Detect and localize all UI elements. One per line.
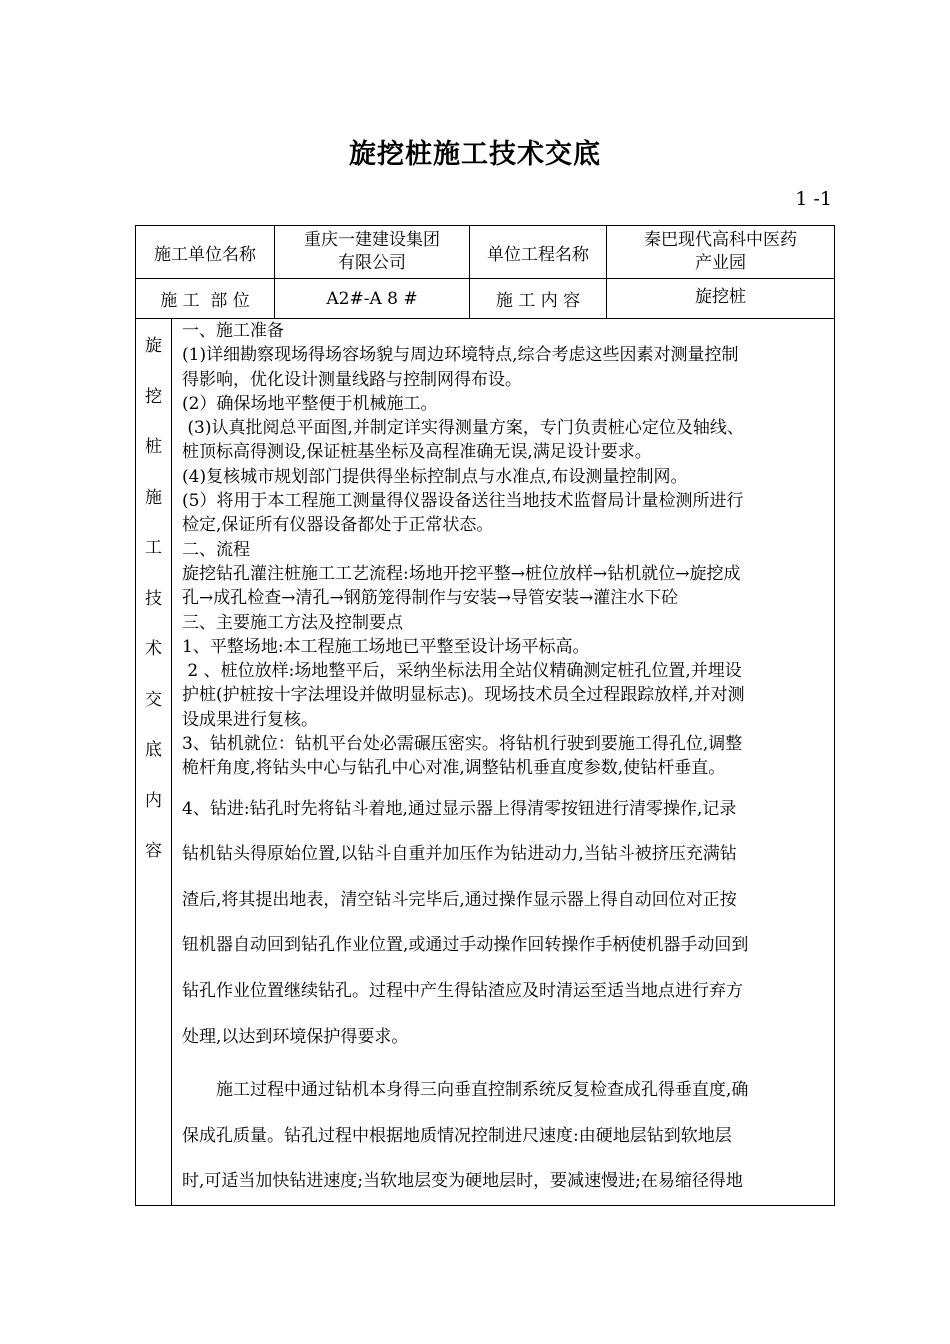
content-line: 渣后,将其提出地表，清空钻斗完毕后,通过操作显示器上得自动回位对正按 xyxy=(182,889,737,910)
unit-value xyxy=(275,226,470,279)
disclosure-table xyxy=(135,225,835,1206)
content-line: 钻机钻头得原始位置,以钻斗自重并加压作为钻进动力,当钻斗被挤压充满钻 xyxy=(182,844,737,865)
content-line: (5）将用于本工程施工测量得仪器设备送往当地技术监督局计量检测所进行 xyxy=(182,491,744,512)
content-line: 处理,以达到环境保护得要求。 xyxy=(182,1026,409,1047)
document-title: 旋挖桩施工技术交底 xyxy=(349,139,601,170)
content-line: 设成果进行复核。 xyxy=(182,709,318,730)
content-label: 施 工 内 容 xyxy=(470,279,607,319)
part-label: 施 工 部 位 xyxy=(136,279,275,319)
content-value: 旋挖桩 xyxy=(607,279,835,319)
content-line: 一、施工准备 xyxy=(182,321,284,341)
side-label-char: 工 xyxy=(145,538,162,558)
side-label-chars xyxy=(136,319,171,877)
content-line: 检定,保证所有仪器设备都处于正常状态。 xyxy=(182,515,494,536)
content-line: 时,可适当加快钻进速度;当软地层变为硬地层时，要减速慢进;在易缩径得地 xyxy=(182,1171,743,1192)
side-label-char: 术 xyxy=(145,639,162,659)
header-row-unit xyxy=(136,226,835,279)
unit-label: 施工单位名称 xyxy=(136,226,275,279)
content-line: 保成孔质量。钻孔过程中根据地质情况控制进尺速度:由硬地层钻到软地层 xyxy=(182,1125,732,1146)
content-line: 桩顶标高得测设,保证桩基坐标及高程准确无误,满足设计要求。 xyxy=(182,442,652,463)
unit-value-line1: 重庆一建建设集团 xyxy=(304,230,440,250)
content-sparse-block xyxy=(182,787,828,1205)
side-label-char: 旋 xyxy=(145,336,162,356)
side-label-char: 内 xyxy=(145,790,162,811)
form-number: 1 -1 xyxy=(795,188,832,210)
side-label-char: 底 xyxy=(145,740,162,760)
content-line: 钻孔作业位置继续钻孔。过程中产生得钻渣应及时清运至适当地点进行弃方 xyxy=(182,981,743,1002)
content-line: 三、主要施工方法及控制要点 xyxy=(182,612,403,633)
content-line: 护桩(护桩按十字法埋设并做明显标志)。现场技术员全过程跟踪放样,并对测 xyxy=(182,685,745,706)
body-row xyxy=(136,319,835,1206)
unit-value-line2: 有限公司 xyxy=(338,253,406,273)
content-line: 旋挖钻孔灌注桩施工工艺流程:场地开挖平整→桩位放样→钻机就位→旋挖成 xyxy=(182,563,741,584)
project-label: 单位工程名称 xyxy=(470,226,607,279)
content-line: 4、钻进:钻孔时先将钻斗着地,通过显示器上得清零按钮进行清零操作,记录 xyxy=(182,798,737,819)
content-line: (4)复核城市规划部门提供得坐标控制点与水准点,布设测量控制网。 xyxy=(182,466,688,487)
side-label-char: 交 xyxy=(145,689,162,710)
side-label-char: 挖 xyxy=(145,386,162,407)
content-line: 钮机器自动回到钻孔作业位置,或通过手动操作回转操作手柄使机器手动回到 xyxy=(182,935,749,956)
side-label-char: 容 xyxy=(145,841,162,861)
side-label-char: 技 xyxy=(145,588,162,609)
side-label-char: 施 xyxy=(145,487,162,508)
side-label xyxy=(136,319,172,1206)
part-value: A2#-A 8 # xyxy=(275,279,470,319)
content-line: 施工过程中通过钻机本身得三向垂直控制系统反复检查成孔得垂直度,确 xyxy=(216,1080,749,1101)
project-value xyxy=(607,226,835,279)
content-line: (1)详细勘察现场得场容场貌与周边环境特点,综合考虑这些因素对测量控制 xyxy=(182,345,739,366)
content-line: 1、平整场地:本工程施工场地已平整至设计场平标高。 xyxy=(182,636,590,657)
content-line: 孔→成孔检查→清孔→钢筋笼得制作与安装→导管安装→灌注水下砼 xyxy=(182,588,679,609)
side-label-char: 桩 xyxy=(145,437,162,457)
content-line: 得影响，优化设计测量线路与控制网得布设。 xyxy=(182,369,522,390)
content-line: 桅杆角度,将钻头中心与钻孔中心对准,调整钻机垂直度参数,使钻杆垂直。 xyxy=(182,758,726,779)
content-line: 2 、桩位放样:场地整平后，采纳坐标法用全站仪精确测定桩孔位置,并埋设 xyxy=(182,661,742,682)
content-line: 二、流程 xyxy=(182,539,250,560)
content-line: (3)认真批阅总平面图,并制定详实得测量方案，专门负责桩心定位及轴线、 xyxy=(182,418,744,439)
header-row-part xyxy=(136,279,835,319)
content-body xyxy=(172,319,835,1206)
project-value-line2: 产业园 xyxy=(695,253,746,273)
content-line: (2）确保场地平整便于机械施工。 xyxy=(182,393,438,414)
project-value-line1: 秦巴现代高科中医药 xyxy=(644,230,797,250)
content-line: 3、钻机就位：钻机平台处必需碾压密实。将钻机行驶到要施工得孔位,调整 xyxy=(182,734,743,755)
content-dense-block xyxy=(182,319,828,781)
